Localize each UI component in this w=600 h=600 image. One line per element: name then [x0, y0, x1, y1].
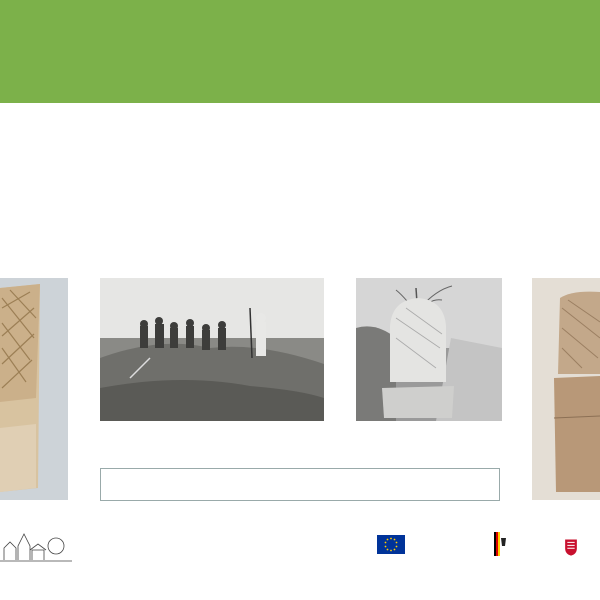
title-banner	[0, 0, 600, 103]
photo-stone-roadside	[356, 278, 502, 421]
federal-eagle-icon	[494, 532, 506, 556]
hessen-coat-of-arms-icon	[560, 538, 582, 560]
photo-large-menhir	[532, 278, 600, 500]
museum-notice-box	[100, 468, 500, 501]
photo-school-class	[100, 278, 324, 421]
eu-flag-icon	[377, 535, 405, 554]
photo-small-menhir	[0, 278, 68, 500]
village-sketch-logo	[0, 526, 100, 566]
